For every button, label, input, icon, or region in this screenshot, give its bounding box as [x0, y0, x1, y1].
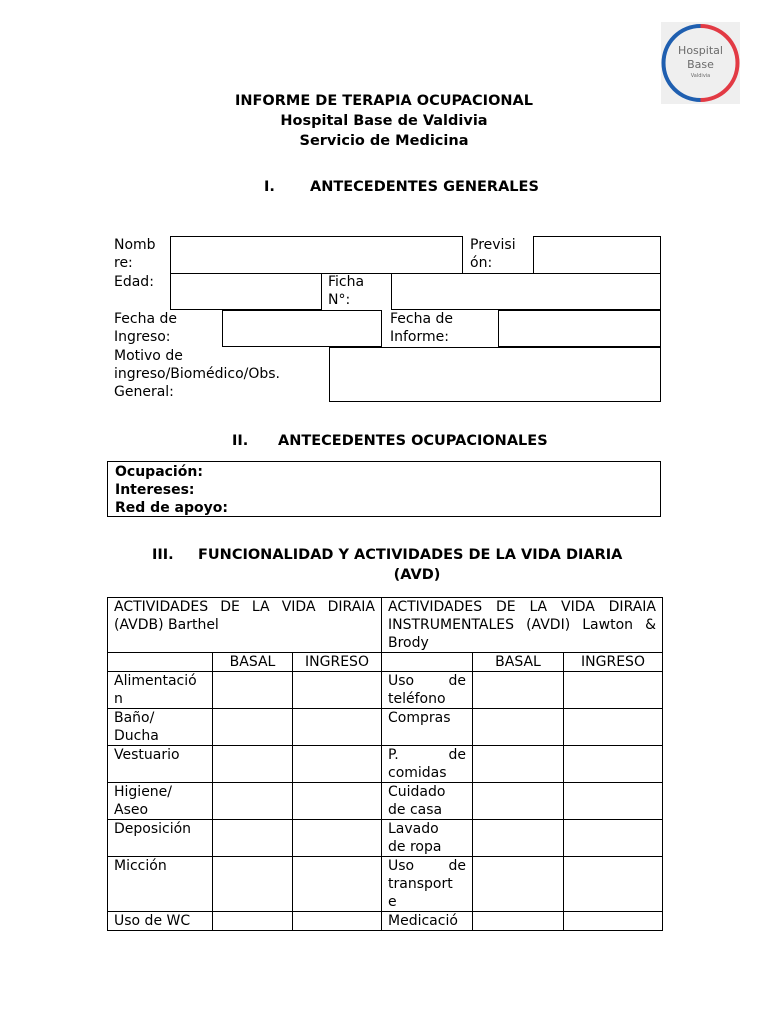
ingreso-cell[interactable]	[293, 912, 382, 931]
activity-higiene: Higiene/ Aseo	[108, 783, 213, 820]
section-2-heading	[232, 431, 548, 451]
table-row	[108, 857, 663, 912]
document-header	[0, 91, 768, 151]
fecha-ingreso-field[interactable]	[222, 310, 382, 347]
activity-vestuario: Vestuario	[108, 746, 213, 783]
ingreso-column-right: INGRESO	[564, 653, 663, 672]
table-row	[108, 912, 663, 931]
document-title: INFORME DE TERAPIA OCUPACIONAL	[235, 93, 533, 109]
activity-alimentacion: Alimentació n	[108, 672, 213, 709]
table-row	[108, 672, 663, 709]
intereses-label: Intereses:	[115, 482, 195, 498]
activity-telefono: Uso de teléfono	[382, 672, 473, 709]
basal-cell[interactable]	[473, 672, 564, 709]
fecha-ingreso-label: Fecha de Ingreso:	[114, 311, 177, 345]
activity-transporte: Uso de transport e	[382, 857, 473, 912]
edad-field[interactable]	[170, 273, 322, 310]
ingreso-cell[interactable]	[564, 912, 663, 931]
basal-cell[interactable]	[213, 709, 293, 746]
basal-cell[interactable]	[473, 912, 564, 931]
section-1-heading	[264, 177, 539, 197]
empty-cell	[382, 653, 473, 672]
ingreso-cell[interactable]	[293, 783, 382, 820]
fecha-informe-label: Fecha de Informe:	[390, 311, 453, 345]
ingreso-cell[interactable]	[564, 709, 663, 746]
basal-cell[interactable]	[473, 857, 564, 912]
section-3-heading	[152, 545, 622, 565]
activity-cuidado-casa: Cuidado de casa	[382, 783, 473, 820]
ocupacional-box[interactable]	[107, 461, 661, 517]
activity-medicacion: Medicació	[382, 912, 473, 931]
basal-cell[interactable]	[473, 783, 564, 820]
ocupacion-label: Ocupación:	[115, 464, 203, 480]
motivo-label: Motivo de ingreso/Biomédico/Obs. General:	[114, 348, 281, 400]
ficha-label: Ficha N°:	[328, 274, 365, 308]
section-3-number: III.	[152, 547, 174, 563]
activity-comidas: P. de comidas	[382, 746, 473, 783]
basal-cell[interactable]	[473, 820, 564, 857]
ingreso-cell[interactable]	[564, 857, 663, 912]
section-2-number: II.	[232, 433, 249, 449]
basal-cell[interactable]	[213, 783, 293, 820]
ingreso-cell[interactable]	[564, 820, 663, 857]
activity-lavado-ropa: Lavado de ropa	[382, 820, 473, 857]
activity-compras: Compras	[382, 709, 473, 746]
basal-column-right: BASAL	[473, 653, 564, 672]
basal-cell[interactable]	[213, 820, 293, 857]
logo-text-hospital: Hospital	[678, 44, 723, 57]
basal-cell[interactable]	[213, 857, 293, 912]
activity-uso-wc: Uso de WC	[108, 912, 213, 931]
avd-column-row	[108, 653, 663, 672]
red-apoyo-label: Red de apoyo:	[115, 500, 228, 516]
nombre-field[interactable]	[170, 236, 463, 274]
table-row	[108, 709, 663, 746]
nombre-label: Nomb re:	[114, 237, 156, 271]
section-3-title-continued: (AVD)	[393, 567, 441, 583]
section-2-title: ANTECEDENTES OCUPACIONALES	[278, 433, 548, 449]
ingreso-cell[interactable]	[293, 820, 382, 857]
table-row	[108, 746, 663, 783]
prevision-label: Previsi ón:	[470, 237, 516, 271]
basal-cell[interactable]	[473, 746, 564, 783]
empty-cell	[108, 653, 213, 672]
hospital-name: Hospital Base de Valdivia	[280, 113, 488, 129]
ingreso-column-left: INGRESO	[293, 653, 382, 672]
basal-cell[interactable]	[213, 672, 293, 709]
prevision-field[interactable]	[533, 236, 661, 274]
activity-deposicion: Deposición	[108, 820, 213, 857]
activity-bano: Baño/ Ducha	[108, 709, 213, 746]
ficha-field[interactable]	[391, 273, 661, 310]
basal-cell[interactable]	[473, 709, 564, 746]
basal-cell[interactable]	[213, 746, 293, 783]
edad-label: Edad:	[114, 274, 154, 290]
section-1-title: ANTECEDENTES GENERALES	[310, 179, 539, 195]
ingreso-cell[interactable]	[293, 709, 382, 746]
table-row	[108, 820, 663, 857]
avd-table	[107, 597, 663, 931]
section-3-title: FUNCIONALIDAD Y ACTIVIDADES DE LA VIDA DIARIA	[198, 547, 623, 563]
ingreso-cell[interactable]	[564, 672, 663, 709]
basal-cell[interactable]	[213, 912, 293, 931]
activity-miccion: Micción	[108, 857, 213, 912]
basal-column-left: BASAL	[213, 653, 293, 672]
motivo-field[interactable]	[329, 347, 661, 402]
ingreso-cell[interactable]	[293, 746, 382, 783]
avdb-header: ACTIVIDADES DE LA VIDA DIRAIA (AVDB) Barthel	[108, 598, 382, 653]
ingreso-cell[interactable]	[564, 746, 663, 783]
section-1-number: I.	[264, 179, 275, 195]
table-row	[108, 783, 663, 820]
logo-text-valdivia: Valdivia	[690, 73, 711, 79]
ingreso-cell[interactable]	[293, 857, 382, 912]
logo-text-base: Base	[687, 58, 714, 71]
avd-header-row	[108, 598, 663, 653]
ingreso-cell[interactable]	[564, 783, 663, 820]
service-name: Servicio de Medicina	[299, 133, 469, 149]
ingreso-cell[interactable]	[293, 672, 382, 709]
avdi-header: ACTIVIDADES DE LA VIDA DIRAIA INSTRUMENTALES (AVDI) Lawton & Brody	[382, 598, 663, 653]
fecha-informe-field[interactable]	[498, 310, 661, 347]
